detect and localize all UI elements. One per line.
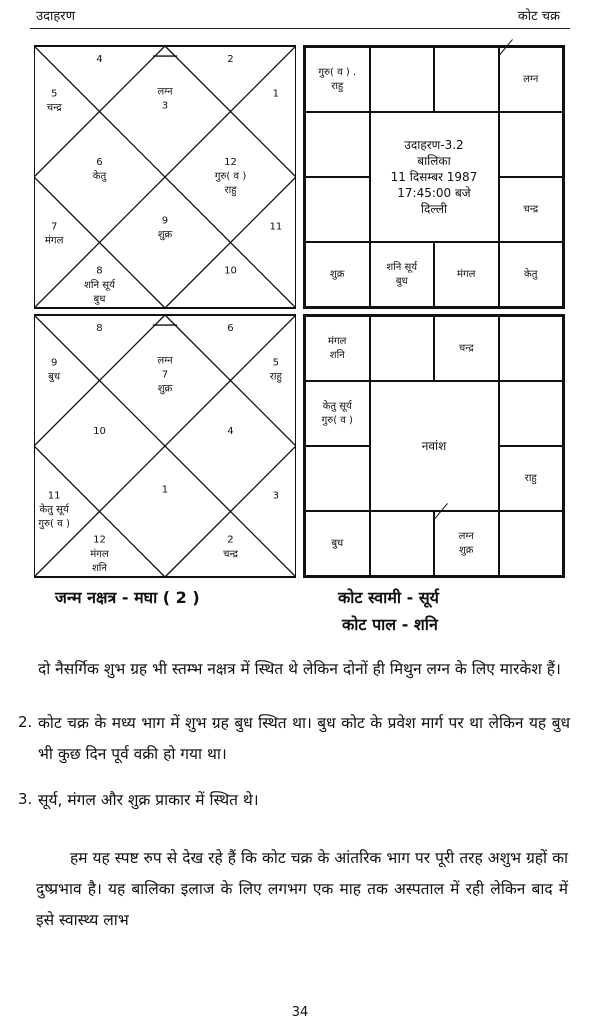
sign-cell: राहु: [499, 446, 564, 511]
house-11-text: चन्द्र: [46, 102, 62, 114]
house-3-text: 1: [272, 88, 280, 100]
item-number-2: 2.: [18, 713, 33, 731]
sign-cell: केतु सूर्य गुरु( व ): [305, 381, 370, 446]
navamsa-south-chart: [303, 314, 565, 578]
running-header-left: उदाहरण: [36, 9, 76, 24]
house-1-text: लग्न: [157, 355, 173, 367]
paragraph-1: दो नैसर्गिक शुभ ग्रह भी स्तम्भ नक्षत्र में स्थित थे लेकिन दोनों ही मिथुन लग्न के लिए मारकेश हैं।: [38, 660, 561, 678]
sign-cell: शनि सूर्य बुध: [370, 242, 435, 307]
house-1-text: 7: [161, 369, 169, 381]
paragraph-3: सूर्य, मंगल और शुक्र प्राकार में स्थित थे।: [38, 791, 259, 809]
house-3-text: 5: [272, 357, 280, 369]
house-7-text: 9: [161, 215, 169, 227]
kot-swami-caption: कोट स्वामी - सूर्य: [338, 588, 439, 607]
house-9-text: मंगल: [44, 235, 64, 247]
sign-cell: मंगल शनि: [305, 316, 370, 381]
sign-cell: [370, 316, 435, 381]
house-4-text: गुरु( व ): [214, 171, 247, 183]
chart-center-label: नवांश: [370, 381, 499, 511]
item-number-3: 3.: [18, 790, 33, 808]
paragraph-2: कोट चक्र के मध्य भाग में शुभ ग्रह बुध स्थित था। बुध कोट के प्रवेश मार्ग पर था लेकिन यह बुध भी कुछ दिन पूर्व वक्री हो गया था।: [38, 714, 570, 763]
sign-cell: [305, 112, 370, 177]
sign-cell: [499, 112, 564, 177]
house-11-text: 9: [50, 357, 58, 369]
navamsa-north-chart: [34, 314, 296, 578]
sign-cell: [305, 446, 370, 511]
house-9-text: गुरु( व ): [38, 518, 70, 530]
house-10-text: 10: [93, 425, 106, 437]
sign-cell: [370, 47, 435, 112]
house-10-text: केतु: [92, 171, 107, 183]
house-8-text: शनि सूर्य: [84, 279, 115, 291]
house-8-text: 8: [96, 265, 103, 277]
house-10-text: 6: [96, 156, 103, 168]
sign-cell: चन्द्र: [434, 316, 499, 381]
running-header-right: कोट चक्र: [517, 9, 560, 24]
sign-cell: [499, 381, 564, 446]
house-1-text: शुक्र: [157, 383, 173, 395]
house-9-text: केतु सूर्य: [39, 504, 69, 516]
house-11-text: बुध: [48, 371, 61, 383]
house-8-text: 12: [93, 534, 106, 546]
house-8-text: बुध: [93, 293, 106, 305]
house-6-text: 10: [224, 265, 237, 277]
house-7-text: 1: [161, 484, 169, 496]
sign-cell: [370, 511, 435, 576]
house-11-text: 5: [50, 88, 58, 100]
house-8-text: मंगल: [90, 548, 109, 560]
sign-cell: [305, 177, 370, 242]
sign-cell: गुरु( व ) . राहु: [305, 47, 370, 112]
house-6-text: 2: [227, 534, 234, 546]
sign-cell: बुध: [305, 511, 370, 576]
page-number: 34: [291, 1005, 309, 1020]
sign-cell: शुक्र: [305, 242, 370, 307]
house-7-text: शुक्र: [157, 229, 173, 241]
nakshatra-caption: जन्म नक्षत्र - मघा ( 2 ): [55, 588, 200, 607]
sign-cell: [499, 511, 564, 576]
house-2-text: 2: [227, 54, 234, 66]
sign-cell: मंगल: [434, 242, 499, 307]
house-4-text: 4: [227, 425, 234, 437]
house-5-text: 3: [272, 490, 280, 502]
sign-cell: लग्न शुक्र: [434, 511, 499, 576]
sign-cell: केतु: [499, 242, 564, 307]
chart-center-label: उदाहरण-3.2 बालिका 11 दिसम्बर 1987 17:45:00 बजे दिल्ली: [370, 112, 499, 242]
house-1-text: लग्न: [157, 86, 173, 98]
paragraph-4: हम यह स्पष्ट रुप से देख रहे हैं कि कोट चक्र के आंतरिक भाग पर पूरी तरह अशुभ ग्रहों का दुष्प्रभाव है। यह बालिका इलाज के लिए लगभग एक माह तक अस्पताल में रही लेकिन बाद में इसे स्वास्थ्य लाभ: [36, 849, 568, 929]
house-12-text: 4: [96, 54, 103, 66]
house-2-text: 6: [227, 323, 234, 335]
house-4-text: राहु: [224, 185, 237, 197]
house-9-text: 11: [47, 490, 61, 502]
rasi-north-chart: [34, 45, 296, 309]
header-rule: [30, 28, 570, 29]
house-5-text: 11: [269, 221, 283, 233]
sign-cell: [434, 47, 499, 112]
rasi-south-chart: [303, 45, 565, 309]
kot-pal-caption: कोट पाल - शनि: [342, 615, 438, 634]
house-12-text: 8: [96, 323, 103, 335]
house-9-text: 7: [50, 221, 58, 233]
house-3-text: राहु: [269, 371, 282, 383]
sign-cell: लग्न: [499, 47, 564, 112]
house-6-text: चन्द्र: [223, 548, 238, 560]
house-1-text: 3: [161, 100, 169, 112]
house-4-text: 12: [224, 156, 237, 168]
house-8-text: शनि: [91, 562, 108, 574]
sign-cell: चन्द्र: [499, 177, 564, 242]
sign-cell: [499, 316, 564, 381]
